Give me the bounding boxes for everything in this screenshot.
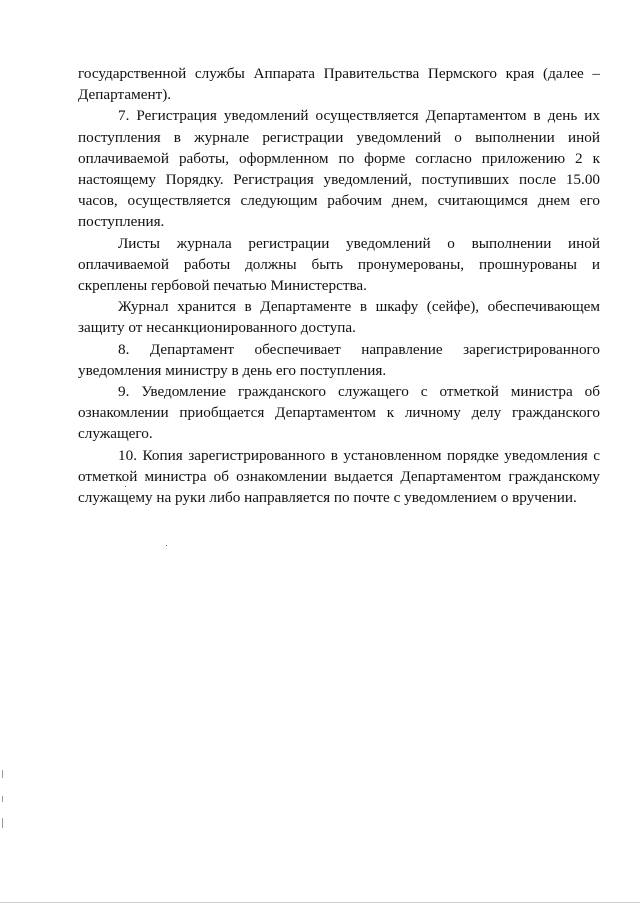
scan-edge-mark: [2, 818, 3, 828]
scan-edge-mark: [2, 796, 3, 802]
paragraph-item-9: 9. Уведомление гражданского служащего с отметкой министра об ознакомлении приобщается Департаментом к личному делу гражданского служащего.: [78, 383, 600, 443]
paragraph-item-8: 8. Департамент обеспечивает направление зарегистрированного уведомления министру в день его поступления.: [78, 340, 600, 379]
scan-edge-mark: [2, 770, 3, 778]
scan-speck: [166, 545, 167, 546]
scan-bottom-edge: [0, 902, 640, 903]
paragraph-journal-sheets: Листы журнала регистрации уведомлений о выполнении иной оплачиваемой работы должны быть пронумерованы, прошнурованы и скреплены гербовой печатью Министерства.: [78, 234, 600, 295]
paragraph-continuation: государственной службы Аппарата Правительства Пермского края (далее – Департамент).: [78, 65, 600, 104]
paragraph-item-10: 10. Копия зарегистрированного в установленном порядке уведомления с отметкой министра об ознакомлении выдается Департаментом гражданскому служащему на руки либо направляется по почте с уведомлением о вручении.: [78, 446, 600, 507]
document-body: [78, 63, 600, 508]
scan-speck: [125, 486, 126, 487]
paragraph-item-7: 7. Регистрация уведомлений осуществляется Департаментом в день их поступления в журнале регистрации уведомлений о выполнении иной оплачиваемой работы, оформленном по форме согласно приложению 2 к настоящему Порядку. Регистрация уведомлений, поступивших после 15.00 часов, осуществляется следующим рабочим днем, считающимся днем его поступления.: [78, 107, 600, 231]
paragraph-journal-storage: Журнал хранится в Департаменте в шкафу (сейфе), обеспечивающем защиту от несанкционированного доступа.: [78, 298, 600, 337]
